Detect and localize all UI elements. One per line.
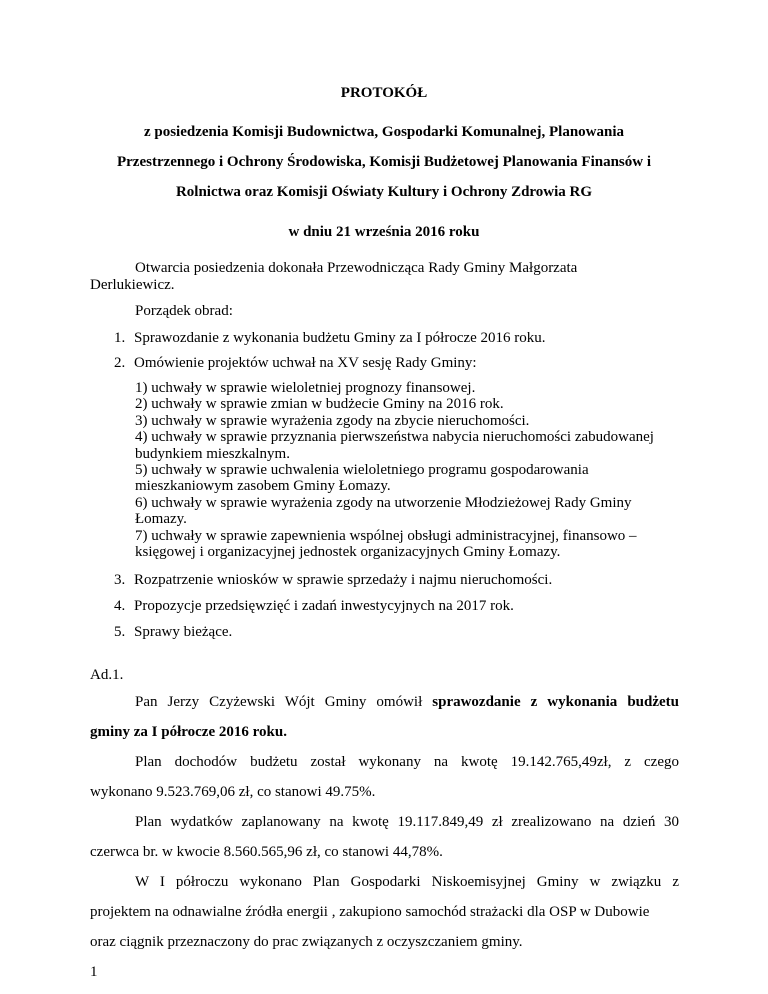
agenda-item-5 <box>114 624 232 641</box>
agenda-heading: Porządek obrad: <box>135 303 233 319</box>
agenda-item-text: Sprawy bieżące. <box>134 624 233 640</box>
ad1-paragraph-4-line-1: W I półroczu wykonano Plan Gospodarki Niskoemisyjnej Gminy w związku z <box>135 874 679 890</box>
ad1-paragraph-4-line-2: projektem na odnawialne źródła energii , zakupiono samochód strażacki dla OSP w Dubowie <box>90 904 650 920</box>
agenda-item-number: 3. <box>114 572 126 588</box>
ad1-paragraph-3-line-1: Plan wydatków zaplanowany na kwotę 19.117.849,49 zł zrealizowano na dzień 30 <box>135 814 679 830</box>
page-number: 1 <box>90 964 98 980</box>
ad1-p1-bold: sprawozdanie z wykonania budżetu <box>432 694 680 710</box>
ad1-paragraph-2-line-2: wykonano 9.523.769,06 zł, co stanowi 49.75%. <box>90 784 376 800</box>
ad1-p1-bold-2: gminy za I półrocze 2016 roku. <box>90 724 287 740</box>
agenda-item-text: Propozycje przedsięwzięć i zadań inwestycyjnych na 2017 rok. <box>134 598 514 614</box>
agenda-item-number: 1. <box>114 330 126 346</box>
subitem-line: budynkiem mieszkalnym. <box>135 445 290 462</box>
agenda-item-number: 5. <box>114 624 126 640</box>
agenda-item-text: Rozpatrzenie wniosków w sprawie sprzedaży i najmu nieruchomości. <box>134 572 553 588</box>
agenda-item-1 <box>114 330 546 347</box>
subtitle-line-3: Rolnictwa oraz Komisji Oświaty Kultury i Ochrony Zdrowia RG <box>175 184 593 200</box>
agenda-item-2 <box>114 355 477 372</box>
subitem-line: mieszkaniowym zasobem Gminy Łomazy. <box>135 478 391 495</box>
subitem-line: 2) uchwały w sprawie zmian w budżecie Gminy na 2016 rok. <box>135 396 504 413</box>
ad1-paragraph-2-line-1: Plan dochodów budżetu został wykonany na kwotę 19.142.765,49zł, z czego <box>135 754 679 770</box>
agenda-item-number: 2. <box>114 355 126 371</box>
subitem-line: 5) uchwały w sprawie uchwalenia wieloletniego programu gospodarowania <box>135 462 589 479</box>
agenda-item-4 <box>114 598 514 615</box>
subitem-line: księgowej i organizacyjnej jednostek organizacyjnych Gminy Łomazy. <box>135 544 561 561</box>
subitem-line: Łomazy. <box>135 511 187 528</box>
subitem-line: 6) uchwały w sprawie wyrażenia zgody na utworzenie Młodzieżowej Rady Gminy <box>135 494 632 511</box>
agenda-item-text: Sprawozdanie z wykonania budżetu Gminy za I półrocze 2016 roku. <box>134 330 546 346</box>
subitem-line: 7) uchwały w sprawie zapewnienia wspólnej obsługi administracyjnej, finansowo – <box>135 527 637 544</box>
section-heading-ad1: Ad.1. <box>90 667 124 683</box>
subitem-line: 4) uchwały w sprawie przyznania pierwszeństwa nabycia nieruchomości zabudowanej <box>135 429 654 446</box>
document-title: PROTOKÓŁ <box>340 85 428 101</box>
agenda-item-text: Omówienie projektów uchwał na XV sesję Rady Gminy: <box>134 355 477 371</box>
subitem-line: 3) uchwały w sprawie wyrażenia zgody na zbycie nieruchomości. <box>135 412 530 429</box>
ad1-paragraph-1-line-1 <box>135 694 679 711</box>
ad1-paragraph-3-line-2: czerwca br. w kwocie 8.560.565,96 zł, co stanowi 44,78%. <box>90 844 443 860</box>
subtitle-line-1: z posiedzenia Komisji Budownictwa, Gospodarki Komunalnej, Planowania <box>143 124 625 140</box>
subitem-line: 1) uchwały w sprawie wieloletniej prognozy finansowej. <box>135 380 476 396</box>
ad1-paragraph-4-line-3: oraz ciągnik przeznaczony do prac związanych z oczyszczaniem gminy. <box>90 934 523 950</box>
agenda-item-3 <box>114 572 552 589</box>
agenda-item-number: 4. <box>114 598 126 614</box>
ad1-paragraph-1-line-2 <box>90 724 287 741</box>
ad1-p1-prefix: Pan Jerzy Czyżewski Wójt Gminy omówił <box>135 694 433 710</box>
subtitle-line-2: Przestrzennego i Ochrony Środowiska, Komisji Budżetowej Planowania Finansów i <box>116 154 652 170</box>
agenda-subitems <box>135 380 654 560</box>
opening-line-2: Derlukiewicz. <box>90 277 175 293</box>
meeting-date: w dniu 21 września 2016 roku <box>288 224 480 240</box>
opening-line-1: Otwarcia posiedzenia dokonała Przewodnicząca Rady Gminy Małgorzata <box>135 260 578 276</box>
